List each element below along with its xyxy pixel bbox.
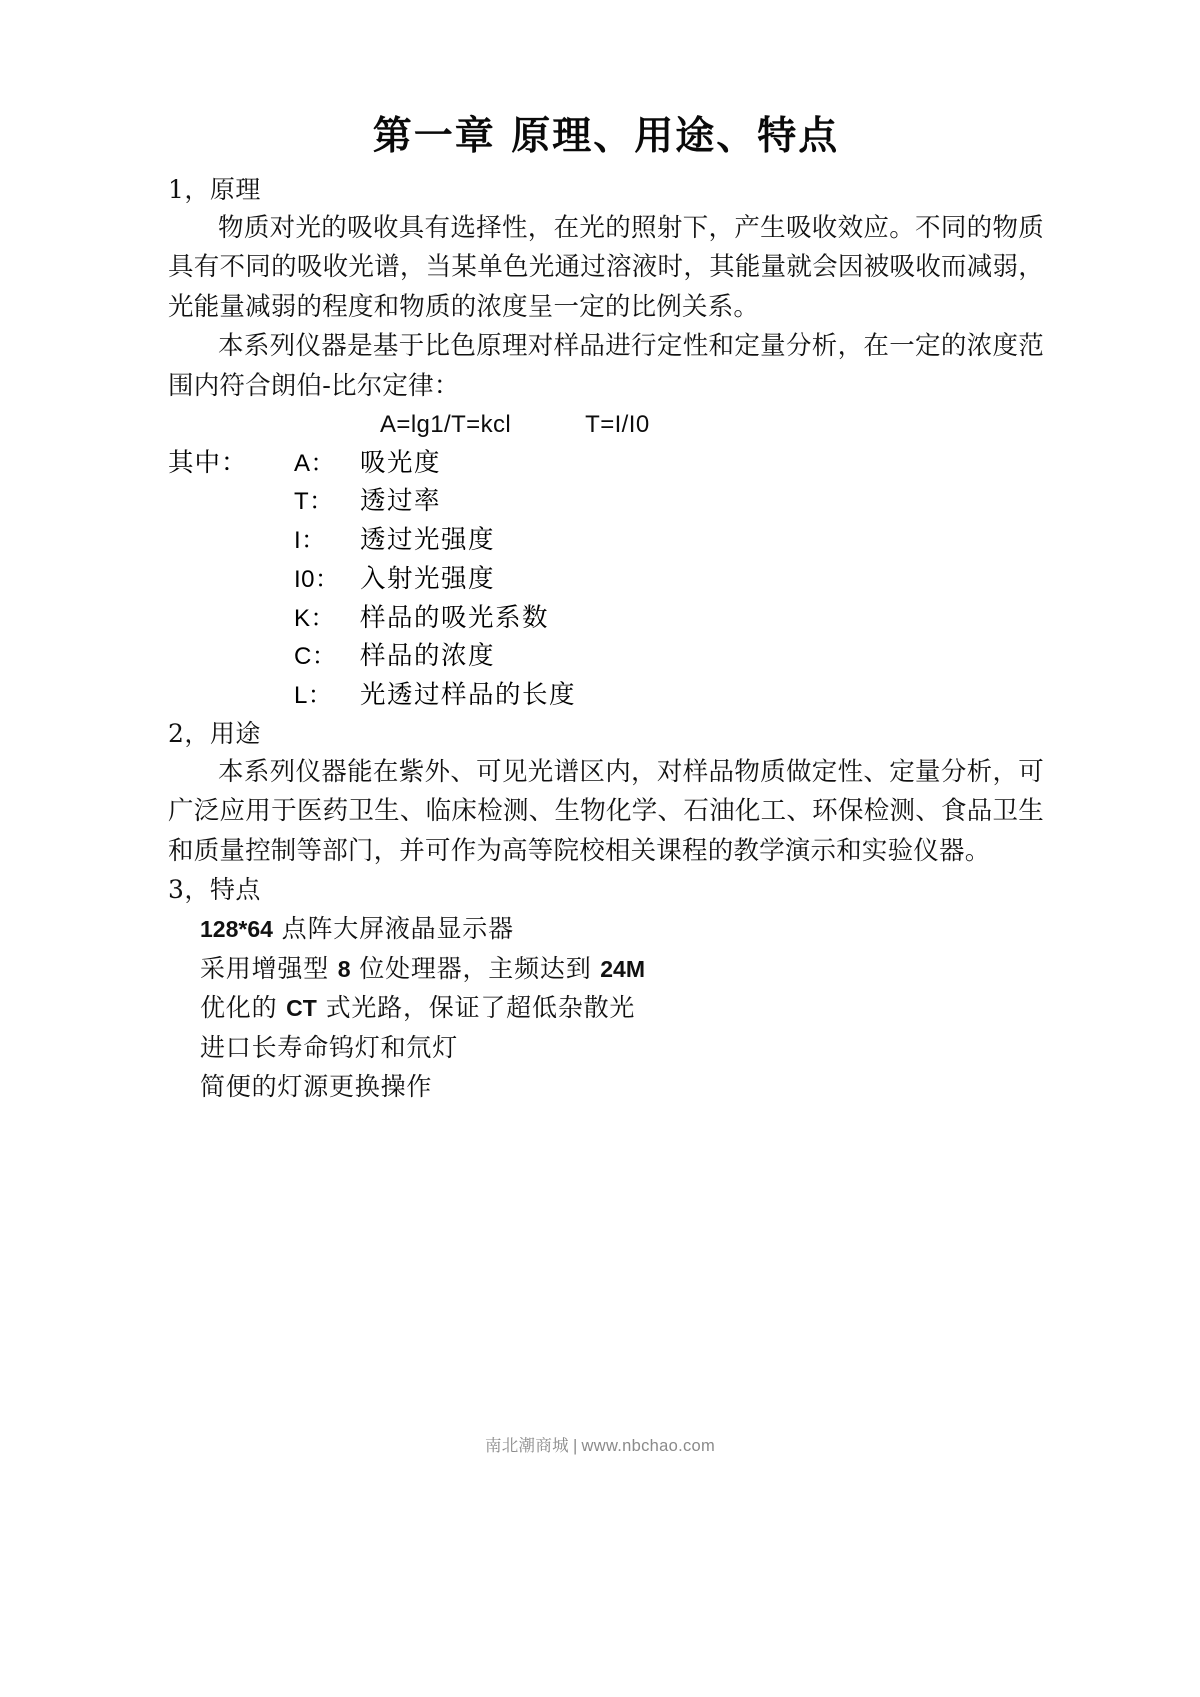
- definition-symbol: I0：: [294, 565, 340, 593]
- section-features: [168, 871, 1044, 1107]
- definition-text: 透过光强度: [360, 525, 496, 556]
- section-applications: [168, 715, 1044, 872]
- definition-text: 透过率: [360, 486, 442, 517]
- definition-text: 光透过样品的长度: [360, 680, 577, 711]
- footer-separator: |: [572, 1437, 578, 1455]
- section-heading-3: 3，特点: [168, 875, 261, 905]
- section-principle: [168, 171, 1044, 715]
- definition-text: 样品的浓度: [360, 641, 496, 672]
- feature-item-display: [168, 909, 1044, 949]
- feature-list: [168, 909, 1044, 1107]
- feature-code: 128*64: [200, 916, 273, 943]
- definition-text: 入射光强度: [360, 563, 496, 594]
- definition-text: 样品的吸光系数: [360, 602, 550, 633]
- feature-text: 式光路，保证了超低杂散光: [316, 993, 636, 1023]
- feature-code-secondary: 24M: [600, 955, 645, 982]
- formula-absorbance: A=lg1/T=kcl: [380, 411, 512, 439]
- paragraph-principle-1: 物质对光的吸收具有选择性，在光的照射下，产生吸收效应。不同的物质具有不同的吸收光谱，当某单色光通过溶液时，其能量就会因被吸收而减弱，光能量减弱的程度和物质的浓度呈一定的比例关系。: [168, 212, 1044, 322]
- page-title: 第一章 原理、用途、特点: [372, 113, 840, 159]
- definition-item: [168, 599, 1044, 638]
- section-heading-1: 1，原理: [168, 174, 261, 204]
- definition-list: [168, 444, 1044, 715]
- definition-item: [168, 676, 1044, 715]
- definition-symbol: C：: [294, 643, 337, 671]
- definition-symbol: T：: [294, 488, 334, 516]
- document-body: [168, 112, 1044, 1107]
- definition-symbol: I：: [294, 527, 326, 555]
- definition-item: [168, 521, 1044, 560]
- definition-text: 吸光度: [360, 447, 442, 478]
- feature-code: CT: [286, 995, 317, 1022]
- feature-text-pre: 优化的: [200, 993, 287, 1023]
- definition-symbol: L：: [294, 682, 333, 710]
- paragraph-principle-2: 本系列仪器是基于比色原理对样品进行定性和定量分析，在一定的浓度范围内符合朗伯-比尔定律：: [168, 331, 1044, 401]
- definition-item: [168, 560, 1044, 599]
- footer-site-name: 南北潮商城: [484, 1437, 569, 1455]
- feature-text-pre: 进口长寿命钨灯和氘灯: [200, 1032, 459, 1062]
- definition-item: [168, 482, 1044, 521]
- definition-lead-label: 其中：: [168, 447, 248, 478]
- section-heading-2: 2，用途: [168, 718, 261, 748]
- formula-transmittance: T=I/I0: [585, 411, 650, 439]
- definition-symbol: K：: [294, 604, 336, 632]
- page-footer: [0, 1432, 1200, 1456]
- footer-url: www.nbchao.com: [581, 1437, 716, 1455]
- feature-text-pre: 采用增强型: [200, 953, 338, 983]
- feature-text: 点阵大屏液晶显示器: [272, 914, 514, 944]
- formula-line: [168, 406, 1044, 443]
- definition-item: [168, 637, 1044, 676]
- definition-symbol: A：: [294, 449, 336, 477]
- feature-item-lamps: [168, 1028, 1044, 1068]
- paragraph-applications: 本系列仪器能在紫外、可见光谱区内，对样品物质做定性、定量分析，可广泛应用于医药卫生、临床检测、生物化学、石油化工、环保检测、食品卫生和质量控制等部门，并可作为高等院校相关课程的教学演示和实验仪器。: [168, 756, 1044, 866]
- feature-code: 8: [337, 955, 351, 982]
- feature-text-pre: 简便的灯源更换操作: [200, 1072, 433, 1102]
- feature-item-lamp-replacement: [168, 1067, 1044, 1107]
- feature-item-optics: [168, 988, 1044, 1028]
- definition-item: [168, 444, 1044, 483]
- feature-text: 位处理器，主频达到: [350, 953, 601, 983]
- feature-item-processor: [168, 949, 1044, 989]
